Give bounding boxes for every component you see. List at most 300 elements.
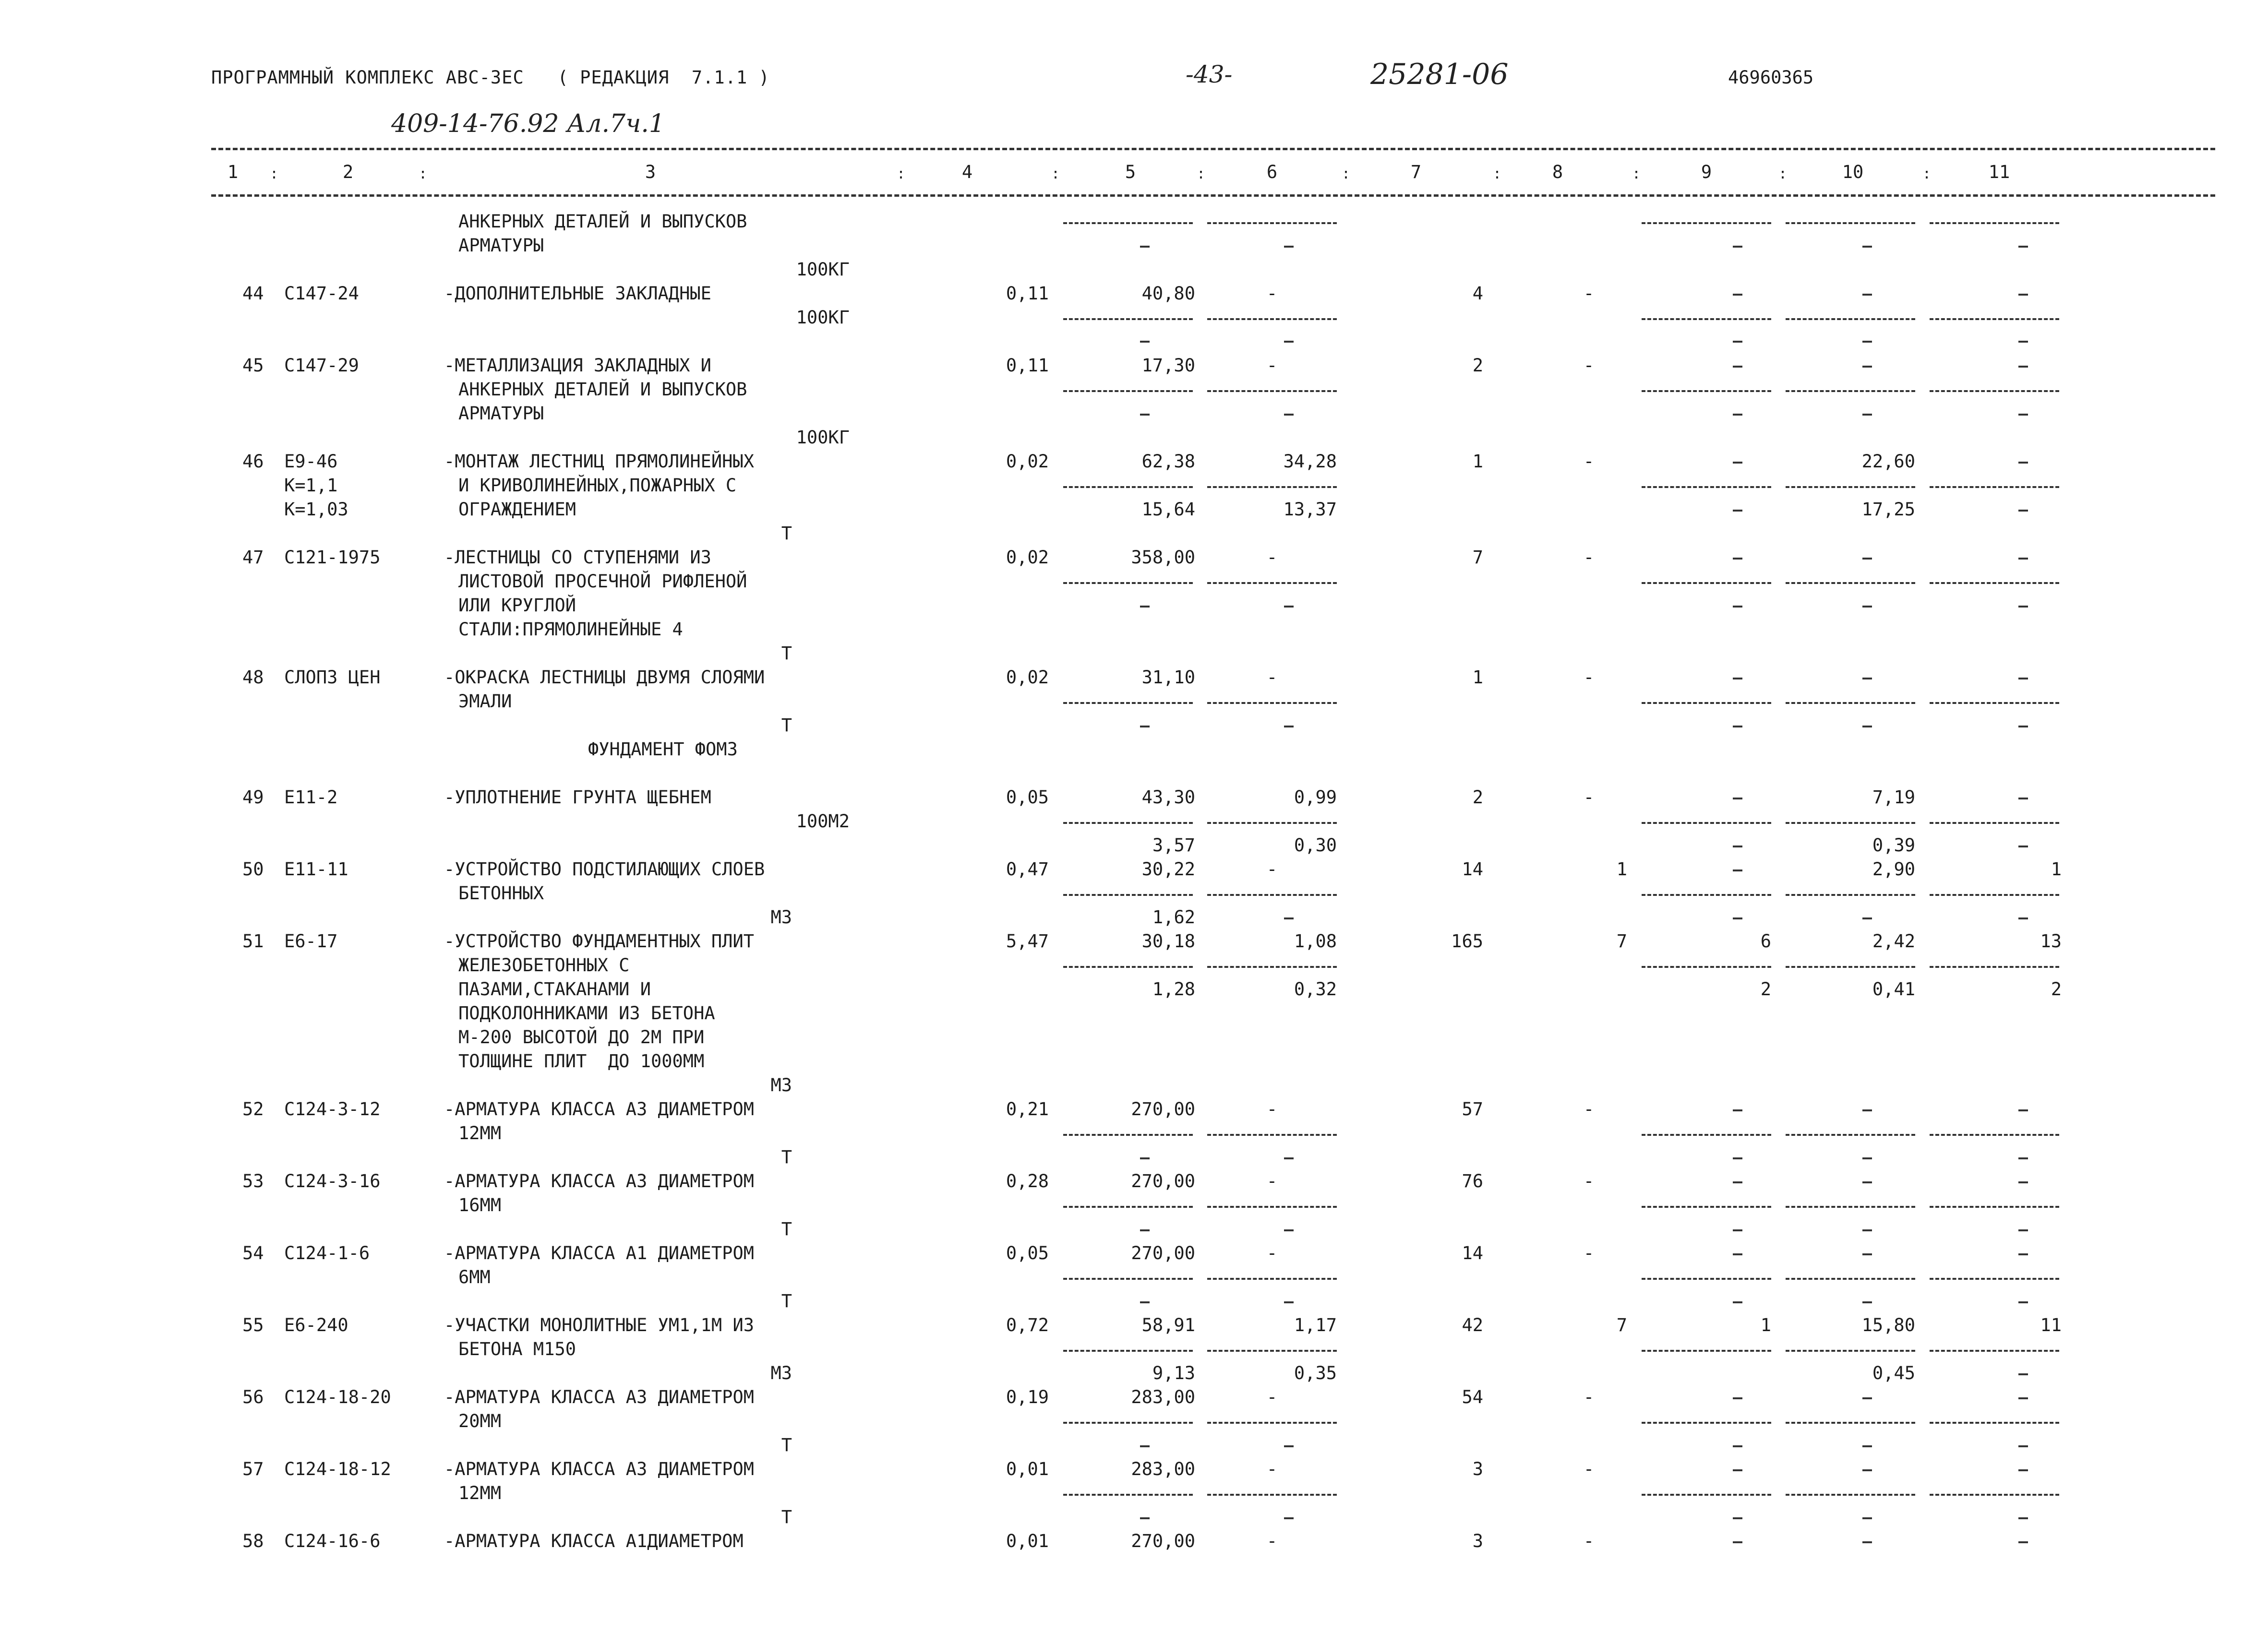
item-description: ПОДКОЛОННИКАМИ ИЗ БЕТОНА (458, 1003, 715, 1024)
unit-price: 31,10 (1141, 667, 1195, 688)
underline (1642, 486, 1771, 488)
underline (1207, 486, 1337, 488)
empty-mark (1284, 726, 1294, 727)
underline (1786, 1278, 1915, 1280)
empty-mark (2018, 678, 2028, 679)
row-number: 52 (242, 1099, 264, 1120)
col-6-value: - (1266, 283, 1278, 304)
item-description: -АРМАТУРА КЛАССА А3 ДИАМЕТРОМ (444, 1387, 755, 1407)
underline (1063, 822, 1193, 824)
underline (1642, 966, 1771, 968)
item-description: ОГРАЖДЕНИЕМ (458, 499, 576, 520)
underline (1207, 222, 1337, 224)
price-code: С124-1-6 (284, 1243, 370, 1263)
empty-mark (2018, 366, 2028, 368)
unit-price: 30,18 (1141, 931, 1195, 952)
price-code: СЛОП3 ЦЕН (284, 667, 381, 688)
underline (1786, 822, 1915, 824)
empty-mark (1862, 1301, 1872, 1303)
quantity: 0,05 (1006, 787, 1049, 808)
underline (1930, 1494, 2059, 1496)
unit-price: 58,91 (1141, 1315, 1195, 1335)
col-10-value-labor: 0,39 (1872, 835, 1915, 856)
underline (1930, 582, 2059, 584)
underline (1207, 1206, 1337, 1208)
item-description: ИЛИ КРУГЛОЙ (458, 595, 576, 616)
underline (1786, 390, 1915, 392)
item-description: -УСТРОЙСТВО ПОДСТИЛАЮЩИХ СЛОЕВ (444, 859, 765, 880)
quantity: 0,11 (1006, 355, 1049, 376)
program-title: ПРОГРАММНЫЙ КОМПЛЕКС АВС-ЗЕС ( РЕДАКЦИЯ 7.1.1 ) (211, 67, 770, 88)
empty-mark (1862, 1253, 1872, 1255)
underline (1642, 1206, 1771, 1208)
item-description: -ОКРАСКА ЛЕСТНИЦЫ ДВУМЯ СЛОЯМИ (444, 667, 765, 688)
column-header: 9 (1701, 162, 1712, 182)
item-description: -АРМАТУРА КЛАССА А1ДИАМЕТРОМ (444, 1531, 744, 1551)
col-7-value: 3 (1472, 1459, 1483, 1479)
quantity: 0,11 (1006, 283, 1049, 304)
underline (1930, 966, 2059, 968)
underline (1786, 1494, 1915, 1496)
column-header: 11 (1988, 162, 2010, 182)
empty-mark (1862, 1397, 1872, 1399)
underline (1207, 894, 1337, 896)
empty-mark (1733, 1253, 1742, 1255)
col-6-value: - (1266, 1531, 1278, 1551)
col-7-value: 14 (1462, 1243, 1483, 1263)
column-header: 2 (342, 162, 354, 182)
underline (1786, 1422, 1915, 1424)
price-code: Е11-11 (284, 859, 348, 880)
empty-mark (1862, 917, 1872, 919)
item-description: 6ММ (458, 1267, 491, 1287)
underline (1786, 318, 1915, 320)
underline (1930, 1350, 2059, 1352)
underline (1063, 1206, 1193, 1208)
col-6-value: 1,08 (1294, 931, 1337, 952)
underline (1207, 1350, 1337, 1352)
empty-mark (1284, 414, 1294, 416)
underline (1063, 1350, 1193, 1352)
empty-mark (2018, 1373, 2028, 1375)
item-description: -АРМАТУРА КЛАССА А3 ДИАМЕТРОМ (444, 1459, 755, 1479)
col-6-value: - (1266, 1171, 1278, 1191)
unit-price: 283,00 (1131, 1387, 1195, 1407)
column-separator: : (419, 166, 428, 182)
col-8-value: - (1583, 547, 1595, 568)
price-code: Е6-17 (284, 931, 338, 952)
price-code: С124-16-6 (284, 1531, 381, 1551)
empty-mark (2018, 1157, 2028, 1159)
column-header: 8 (1552, 162, 1563, 182)
row-number: 55 (242, 1315, 264, 1335)
empty-mark (1733, 414, 1742, 416)
col-6-value-labor: 0,30 (1294, 835, 1337, 856)
underline (1063, 582, 1193, 584)
item-description: БЕТОНА М150 (458, 1339, 576, 1359)
empty-mark (1862, 294, 1872, 296)
empty-mark (2018, 462, 2028, 464)
item-description: 12ММ (458, 1483, 502, 1503)
quantity: 0,05 (1006, 1243, 1049, 1263)
price-code: С124-3-16 (284, 1171, 381, 1191)
empty-mark (1140, 1229, 1150, 1231)
empty-mark (2018, 414, 2028, 416)
empty-mark (1733, 917, 1742, 919)
column-separator: : (1922, 166, 1932, 182)
empty-mark (1862, 1229, 1872, 1231)
unit-label: М3 (770, 1363, 792, 1383)
unit-price: 358,00 (1131, 547, 1195, 568)
col-8-value: - (1583, 1387, 1595, 1407)
underline (1063, 894, 1193, 896)
item-description: -УСТРОЙСТВО ФУНДАМЕНТНЫХ ПЛИТ (444, 931, 755, 952)
column-header: 10 (1842, 162, 1864, 182)
col-10-value-labor: 0,45 (1872, 1363, 1915, 1383)
column-separator: : (1778, 166, 1788, 182)
empty-mark (1140, 1517, 1150, 1519)
unit-price: 62,38 (1141, 451, 1195, 472)
empty-mark (1733, 1229, 1742, 1231)
underline (1642, 1278, 1771, 1280)
quantity: 0,47 (1006, 859, 1049, 880)
underline (1786, 486, 1915, 488)
item-description: СТАЛИ:ПРЯМОЛИНЕЙНЫЕ 4 (458, 619, 683, 640)
col-6-value: - (1266, 547, 1278, 568)
empty-mark (1733, 510, 1742, 512)
underline (1063, 390, 1193, 392)
col-9-value: 1 (1760, 1315, 1771, 1335)
empty-mark (1733, 678, 1742, 679)
unit-label: Т (781, 715, 792, 736)
underline (1063, 1134, 1193, 1136)
empty-mark (1862, 1157, 1872, 1159)
item-description: АНКЕРНЫХ ДЕТАЛЕЙ И ВЫПУСКОВ (458, 211, 747, 232)
underline (1207, 1494, 1337, 1496)
empty-mark (2018, 341, 2028, 343)
col-10-value: 7,19 (1872, 787, 1915, 808)
unit-price-labor: 1,62 (1152, 907, 1195, 928)
empty-mark (1862, 1445, 1872, 1447)
underline (1642, 1422, 1771, 1424)
underline (1642, 318, 1771, 320)
item-description: -АРМАТУРА КЛАССА А3 ДИАМЕТРОМ (444, 1171, 755, 1191)
underline (1063, 222, 1193, 224)
underline (1786, 966, 1915, 968)
col-6-value-labor: 0,35 (1294, 1363, 1337, 1383)
unit-label: М3 (770, 907, 792, 928)
empty-mark (2018, 1397, 2028, 1399)
price-code: С147-24 (284, 283, 359, 304)
item-description: ТОЛЩИНЕ ПЛИТ ДО 1000ММ (458, 1051, 705, 1072)
col-10-value: 22,60 (1861, 451, 1915, 472)
unit-label: 100КГ (796, 307, 850, 328)
col-8-value: - (1583, 451, 1595, 472)
underline (1207, 1134, 1337, 1136)
empty-mark (2018, 798, 2028, 799)
empty-mark (1733, 366, 1742, 368)
quantity: 5,47 (1006, 931, 1049, 952)
column-header: 7 (1410, 162, 1422, 182)
underline (1930, 390, 2059, 392)
underline (1063, 1494, 1193, 1496)
unit-label: Т (781, 1435, 792, 1455)
underline (1207, 390, 1337, 392)
empty-mark (1733, 1469, 1742, 1471)
underline (1642, 894, 1771, 896)
column-separator: : (1493, 166, 1502, 182)
unit-label: Т (781, 643, 792, 664)
item-description: И КРИВОЛИНЕЙНЫХ,ПОЖАРНЫХ С (458, 475, 737, 496)
underline (1930, 1206, 2059, 1208)
empty-mark (1862, 726, 1872, 727)
empty-mark (1733, 1157, 1742, 1159)
underline (1207, 966, 1337, 968)
empty-mark (1733, 558, 1742, 560)
item-description: 16ММ (458, 1195, 502, 1215)
underline (1063, 1422, 1193, 1424)
quantity: 0,02 (1006, 547, 1049, 568)
underline (1786, 582, 1915, 584)
empty-mark (2018, 1541, 2028, 1543)
item-description: -МЕТАЛЛИЗАЦИЯ ЗАКЛАДНЫХ И (444, 355, 711, 376)
row-number: 48 (242, 667, 264, 688)
empty-mark (1733, 246, 1742, 248)
empty-mark (1862, 366, 1872, 368)
empty-mark (1862, 1109, 1872, 1111)
column-header: 3 (645, 162, 656, 182)
underline (1642, 702, 1771, 704)
col-8-value: - (1583, 667, 1595, 688)
empty-mark (2018, 294, 2028, 296)
col-8-value: - (1583, 1243, 1595, 1263)
item-description: -ДОПОЛНИТЕЛЬНЫЕ ЗАКЛАДНЫЕ (444, 283, 711, 304)
row-number: 50 (242, 859, 264, 880)
col-6-value: - (1266, 1387, 1278, 1407)
quantity: 0,01 (1006, 1531, 1049, 1551)
header-rule-bottom (211, 194, 2215, 197)
coefficient: К=1,03 (284, 499, 348, 520)
unit-label: 100М2 (796, 811, 850, 832)
empty-mark (1284, 1517, 1294, 1519)
underline (1930, 1422, 2059, 1424)
col-7-value: 1 (1472, 451, 1483, 472)
empty-mark (1140, 1445, 1150, 1447)
document-number: 46960365 (1728, 67, 1814, 88)
unit-price: 270,00 (1131, 1099, 1195, 1120)
underline (1207, 1422, 1337, 1424)
empty-mark (1284, 917, 1294, 919)
row-number: 49 (242, 787, 264, 808)
coefficient: К=1,1 (284, 475, 338, 496)
underline (1786, 702, 1915, 704)
empty-mark (1284, 1445, 1294, 1447)
empty-mark (2018, 1469, 2028, 1471)
empty-mark (1733, 1541, 1742, 1543)
col-7-value: 4 (1472, 283, 1483, 304)
empty-mark (1733, 1181, 1742, 1183)
col-8-value: - (1583, 787, 1595, 808)
col-10-value: 2,90 (1872, 859, 1915, 880)
empty-mark (1733, 846, 1742, 847)
underline (1063, 318, 1193, 320)
item-description: -УЧАСТКИ МОНОЛИТНЫЕ УМ1,1М ИЗ (444, 1315, 755, 1335)
empty-mark (2018, 1181, 2028, 1183)
underline (1063, 486, 1193, 488)
empty-mark (1733, 726, 1742, 727)
quantity: 0,01 (1006, 1459, 1049, 1479)
row-number: 46 (242, 451, 264, 472)
item-description: -АРМАТУРА КЛАССА А1 ДИАМЕТРОМ (444, 1243, 755, 1263)
col-11-value: 11 (2040, 1315, 2062, 1335)
col-10-value-labor: 0,41 (1872, 979, 1915, 1000)
unit-label: Т (781, 1507, 792, 1527)
col-8-value: 1 (1616, 859, 1627, 880)
underline (1786, 1350, 1915, 1352)
underline (1930, 894, 2059, 896)
unit-price: 43,30 (1141, 787, 1195, 808)
item-description: -МОНТАЖ ЛЕСТНИЦ ПРЯМОЛИНЕЙНЫХ (444, 451, 755, 472)
col-10-value-labor: 17,25 (1861, 499, 1915, 520)
price-code: Е6-240 (284, 1315, 348, 1335)
col-8-value: - (1583, 355, 1595, 376)
unit-label: Т (781, 1219, 792, 1239)
item-description: АРМАТУРЫ (458, 403, 544, 424)
unit-price-labor: 3,57 (1152, 835, 1195, 856)
underline (1786, 894, 1915, 896)
empty-mark (1284, 1301, 1294, 1303)
underline (1207, 582, 1337, 584)
price-code: Е9-46 (284, 451, 338, 472)
col-7-value: 3 (1472, 1531, 1483, 1551)
empty-mark (2018, 510, 2028, 512)
col-8-value: - (1583, 1171, 1595, 1191)
empty-mark (1733, 1517, 1742, 1519)
row-number: 47 (242, 547, 264, 568)
row-number: 58 (242, 1531, 264, 1551)
empty-mark (1862, 558, 1872, 560)
empty-mark (1733, 606, 1742, 608)
unit-label: Т (781, 523, 792, 544)
unit-label: М3 (770, 1075, 792, 1096)
col-6-value: - (1266, 859, 1278, 880)
unit-label: Т (781, 1291, 792, 1311)
col-6-value: - (1266, 1459, 1278, 1479)
empty-mark (1733, 341, 1742, 343)
underline (1642, 222, 1771, 224)
empty-mark (2018, 726, 2028, 727)
underline (1642, 1350, 1771, 1352)
empty-mark (2018, 246, 2028, 248)
underline (1063, 966, 1193, 968)
quantity: 0,72 (1006, 1315, 1049, 1335)
unit-price-labor: 9,13 (1152, 1363, 1195, 1383)
empty-mark (2018, 1229, 2028, 1231)
page-number: -43- (1186, 60, 1233, 88)
col-8-value: - (1583, 1099, 1595, 1120)
item-description: -УПЛОТНЕНИЕ ГРУНТА ЩЕБНЕМ (444, 787, 711, 808)
unit-label: Т (781, 1147, 792, 1167)
col-7-value: 14 (1462, 859, 1483, 880)
col-7-value: 76 (1462, 1171, 1483, 1191)
underline (1207, 702, 1337, 704)
quantity: 0,21 (1006, 1099, 1049, 1120)
unit-price: 270,00 (1131, 1243, 1195, 1263)
underline (1207, 1278, 1337, 1280)
empty-mark (1284, 341, 1294, 343)
underline (1930, 318, 2059, 320)
col-11-value-labor: 2 (2051, 979, 2062, 1000)
empty-mark (1733, 1397, 1742, 1399)
empty-mark (2018, 1445, 2028, 1447)
item-description: АРМАТУРЫ (458, 235, 544, 256)
row-number: 56 (242, 1387, 264, 1407)
unit-price: 40,80 (1141, 283, 1195, 304)
col-6-value-labor: 13,37 (1283, 499, 1337, 520)
empty-mark (2018, 1301, 2028, 1303)
header-rule-top (211, 148, 2215, 150)
row-number: 54 (242, 1243, 264, 1263)
col-8-value: - (1583, 283, 1595, 304)
quantity: 0,02 (1006, 451, 1049, 472)
col-11-value: 1 (2051, 859, 2062, 880)
empty-mark (1862, 1469, 1872, 1471)
item-description: М-200 ВЫСОТОЙ ДО 2М ПРИ (458, 1027, 705, 1048)
empty-mark (1733, 798, 1742, 799)
empty-mark (1284, 606, 1294, 608)
quantity: 0,19 (1006, 1387, 1049, 1407)
item-description: -АРМАТУРА КЛАССА А3 ДИАМЕТРОМ (444, 1099, 755, 1120)
empty-mark (1140, 414, 1150, 416)
empty-mark (1140, 246, 1150, 248)
empty-mark (2018, 558, 2028, 560)
empty-mark (1733, 870, 1742, 871)
unit-price: 270,00 (1131, 1531, 1195, 1551)
item-description: 12ММ (458, 1123, 502, 1144)
empty-mark (1862, 246, 1872, 248)
underline (1930, 486, 2059, 488)
item-description: 20ММ (458, 1411, 502, 1431)
price-code: С147-29 (284, 355, 359, 376)
col-6-value: - (1266, 1243, 1278, 1263)
col-8-value: 7 (1616, 1315, 1627, 1335)
section-heading: ФУНДАМЕНТ ФОМ3 (588, 739, 738, 760)
quantity: 0,02 (1006, 667, 1049, 688)
empty-mark (1733, 294, 1742, 296)
underline (1930, 1278, 2059, 1280)
unit-price-labor: 15,64 (1141, 499, 1195, 520)
underline (1930, 822, 2059, 824)
empty-mark (1862, 1517, 1872, 1519)
column-separator: : (1197, 166, 1206, 182)
empty-mark (1140, 1301, 1150, 1303)
column-separator: : (897, 166, 906, 182)
underline (1786, 222, 1915, 224)
empty-mark (1733, 1445, 1742, 1447)
item-description: АНКЕРНЫХ ДЕТАЛЕЙ И ВЫПУСКОВ (458, 379, 747, 400)
col-7-value: 1 (1472, 667, 1483, 688)
col-7-value: 2 (1472, 787, 1483, 808)
col-8-value: 7 (1616, 931, 1627, 952)
unit-price: 283,00 (1131, 1459, 1195, 1479)
empty-mark (1733, 1109, 1742, 1111)
underline (1930, 222, 2059, 224)
row-number: 45 (242, 355, 264, 376)
price-code: С124-18-20 (284, 1387, 391, 1407)
underline (1642, 822, 1771, 824)
col-6-value: - (1266, 667, 1278, 688)
underline (1786, 1134, 1915, 1136)
